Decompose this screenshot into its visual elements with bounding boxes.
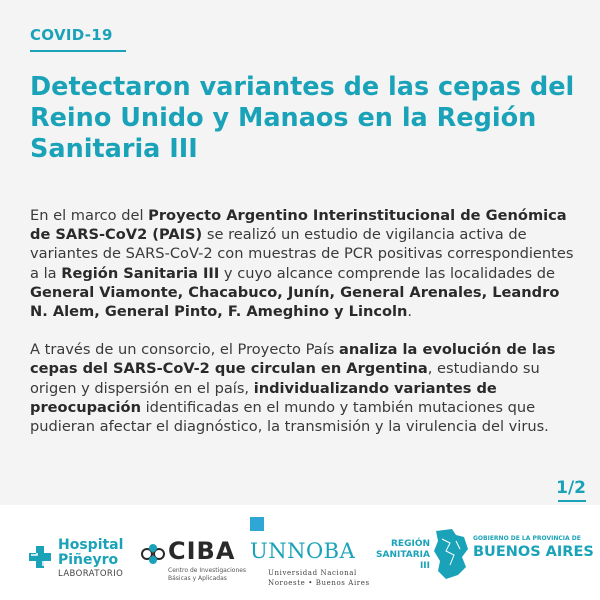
page-indicator: 1/2 (556, 478, 586, 498)
p1-text-2: se realizó un estudio de vigilancia activa de variantes de SARS-CoV-2 con muestras de PCR positivas correspondientes a la (30, 226, 574, 282)
p1-text-1: En el marco del (30, 207, 149, 224)
paragraph-2 (30, 340, 575, 436)
medical-cross-icon (28, 545, 52, 569)
ciba-subtitle-1: Centro de Investigaciones (168, 567, 247, 574)
unnoba-logo (250, 517, 370, 595)
unnoba-wordmark: UNNOBA (250, 539, 356, 563)
hospital-line-2: Piñeyro (58, 552, 119, 568)
unnoba-square-icon (250, 517, 264, 531)
region-line-1: REGIÓN (391, 539, 430, 549)
paragraph-1 (30, 206, 575, 321)
p1-text-3: y cuyo alcance comprende las localidades de (219, 264, 555, 282)
region-sanitaria-label (368, 539, 430, 569)
gobierno-line-3: BUENOS AIRES (473, 544, 594, 560)
ciba-logo (140, 535, 247, 585)
headline: Detectaron variantes de las cepas del Reino Unido y Manaos en la Región Sanitaria III (30, 72, 575, 164)
ciba-molecule-icon (140, 541, 166, 567)
section-tag: COVID-19 (30, 26, 113, 44)
p1-text-4: . (407, 303, 413, 321)
p1-bold-3: General Viamonte, Chacabuco, Junín, General Arenales, Leandro N. Alem, General Pinto, F. Ameghino y Lincoln (30, 283, 560, 321)
tag-underline (30, 50, 126, 52)
article-body (30, 206, 575, 455)
region-line-2: SANITARIA III (376, 550, 430, 571)
p1-bold-1: Proyecto Argentino Interinstitucional de Genómica de SARS-CoV2 (PAIS) (30, 207, 567, 244)
hospital-line-1: Hospital (58, 537, 124, 553)
ciba-wordmark: CIBA (168, 537, 236, 565)
p2-bold-2: individualizando variantes de preocupación (30, 379, 497, 416)
hospital-pineyro-logo (28, 537, 128, 583)
unnoba-subtitle-1: Universidad Nacional (268, 569, 357, 577)
gobierno-line-1: GOBIERNO DE LA PROVINCIA DE (473, 535, 581, 542)
province-map-icon (432, 527, 470, 581)
hospital-line-3: LABORATORIO (58, 569, 124, 579)
p1-bold-2: Región Sanitaria III (61, 264, 220, 282)
p2-text-2: , estudiando su origen y dispersión en el país, (30, 360, 540, 397)
ciba-subtitle-2: Básicas y Aplicadas (168, 575, 227, 582)
p2-text-3: identificadas en el mundo y también mutaciones que pudieran afectar el diagnóstico, la transmisión y la virulencia del virus. (30, 398, 549, 436)
unnoba-subtitle-2: Noroeste • Buenos Aires (268, 579, 370, 587)
p2-text-1: A través de un consorcio, el Proyecto País (30, 341, 339, 359)
p2-bold-1: analiza la evolución de las cepas del SARS-CoV-2 que circulan en Argentina (30, 341, 556, 378)
gobierno-pba-logo (473, 535, 593, 575)
page-indicator-underline (558, 500, 586, 502)
logo-footer (0, 505, 600, 600)
